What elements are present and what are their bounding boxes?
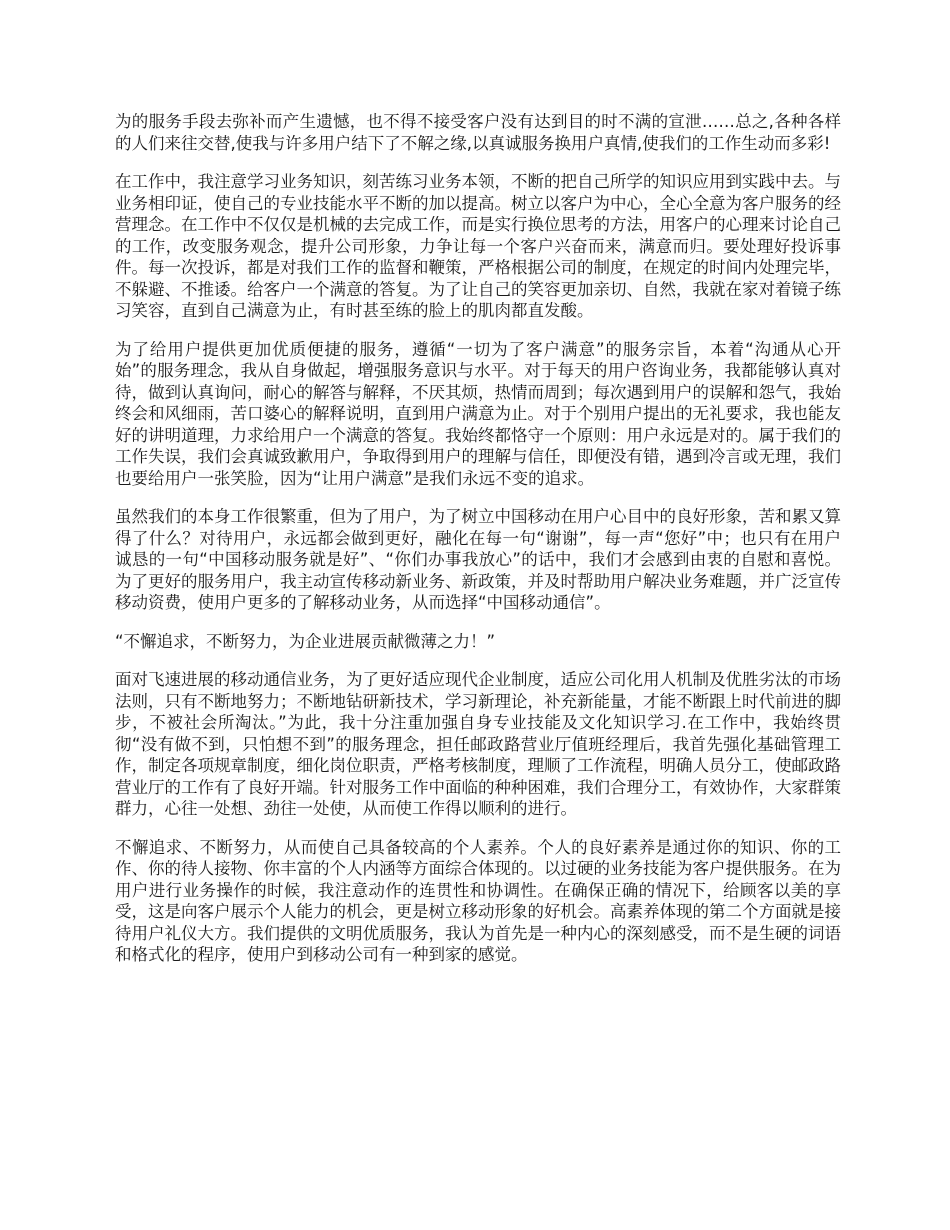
paragraph-5-quote: “不懈追求，不断努力，为企业进展贡献微薄之力！”: [115, 631, 496, 651]
paragraph-2: 在工作中，我注意学习业务知识，刻苦练习业务本领，不断的把自己所学的知识应用到实践中去。与业务相印证，使自己的专业技能水平不断的加以提高。树立以客户为中心，全心全意为客户服务的经营理念。在工作中不仅仅是机械的去完成工作，而是实行换位思考的方法，用客户的心理来讨论自己的工作，改变服务观念，提升公司形象，力争让每一个客户兴奋而来，满意而归。要处理好投诉事件。每一次投诉，都是对我们工作的监督和鞭策，严格根据公司的制度，在规定的时间内处理完毕，不躲避、不推诿。给客户一个满意的答复。为了让自己的笑容更加亲切、自然，我就在家对着镜子练习笑容，直到自己满意为止，有时甚至练的脸上的肌肉都直发酸。: [115, 172, 841, 320]
paragraph-3: 为了给用户提供更加优质便捷的服务，遵循“一切为了客户满意”的服务宗旨，本着“沟通从心开始”的服务理念，我从自身做起，增强服务意识与水平。对于每天的用户咨询业务，我都能够认真对待，做到认真询问，耐心的解答与解释，不厌其烦，热情而周到；每次遇到用户的误解和怨气，我始终会和风细雨，苦口婆心的解释说明，直到用户满意为止。对于个别用户提出的无礼要求，我也能友好的讲明道理，力求给用户一个满意的答复。我始终都恪守一个原则：用户永远是对的。属于我们的工作失误，我们会真诚致歉用户，争取得到用户的理解与信任，即便没有错，遇到冷言或无理，我们也要给用户一张笑脸，因为“让用户满意”是我们永远不变的追求。: [115, 339, 841, 488]
paragraph-4: 虽然我们的本身工作很繁重，但为了用户，为了树立中国移动在用户心目中的良好形象，苦和累又算得了什么？对待用户，永远都会做到更好，融化在每一句“谢谢”，每一声“您好”中；也只有在用户诚恳的一句“中国移动服务就是好”、“你们办事我放心”的话中，我们才会感到由衷的自慰和喜悦。为了更好的服务用户，我主动宣传移动新业务、新政策，并及时帮助用户解决业务难题，并广泛宣传移动资费，使用户更多的了解移动业务，从而选择“中国移动通信”。: [115, 507, 841, 612]
paragraph-6: 面对飞速进展的移动通信业务，为了更好适应现代企业制度，适应公司化用人机制及优胜劣汰的市场法则，只有不断地努力；不断地钻研新技术，学习新理论，补充新能量，才能不断跟上时代前进的脚步，不被社会所淘汰。”为此，我十分注重加强自身专业技能及文化知识学习.在工作中，我始终贯彻“没有做不到，只怕想不到”的服务理念，担任邮政路营业厅值班经理后，我首先强化基础管理工作，制定各项规章制度，细化岗位职责，严格考核制度，理顺了工作流程，明确人员分工，使邮政路营业厅的工作有了良好开端。针对服务工作中面临的种种困难，我们合理分工，有效协作，大家群策群力，心往一处想、劲往一处使，从而使工作得以顺利的进行。: [115, 670, 841, 818]
paragraph-1: 为的服务手段去弥补而产生遗憾，也不得不接受客户没有达到目的时不满的宣泄……总之,各种各样的人们来往交替,使我与许多用户结下了不解之缘,以真诚服务换用户真情,使我们的工作生动而多彩!: [115, 112, 841, 153]
document-page: [115, 111, 841, 983]
paragraph-7: 不懈追求、不断努力，从而使自己具备较高的个人素养。个人的良好素养是通过你的知识、你的工作、你的待人接物、你丰富的个人内涵等方面综合体现的。以过硬的业务技能为客户提供服务。在为用户进行业务操作的时候，我注意动作的连贯性和协调性。在确保正确的情况下，给顾客以美的享受，这是向客户展示个人能力的机会，更是树立移动形象的好机会。高素养体现的第二个方面就是接待用户礼仪大方。我们提供的文明优质服务，我认为首先是一种内心的深刻感受，而不是生硬的词语和格式化的程序，使用户到移动公司有一种到家的感觉。: [115, 837, 841, 964]
